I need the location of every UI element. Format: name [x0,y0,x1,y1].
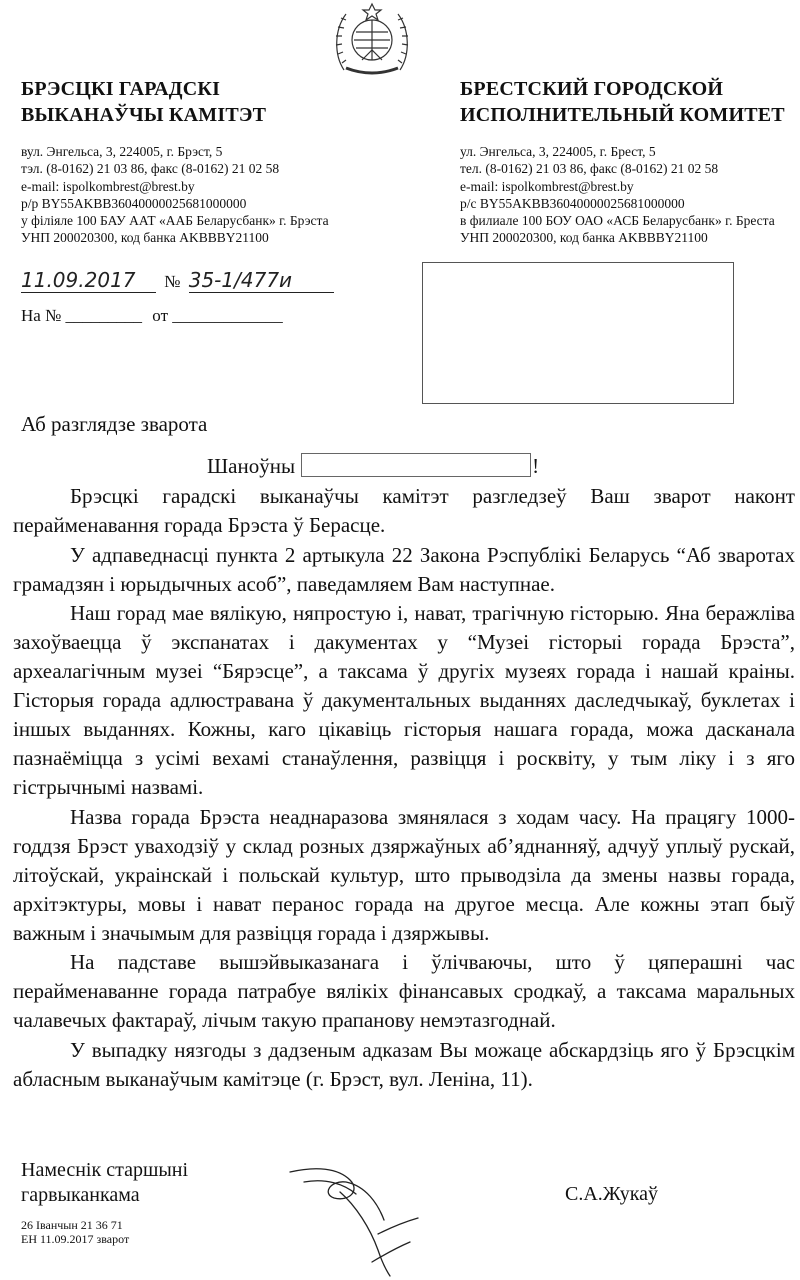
registration-number: 35-1/477и [189,268,334,293]
address-line: р/с BY55AKBB36040000025681000000 [460,195,685,211]
header-left-line2: ВЫКАНАЎЧЫ КАМІТЭТ [21,104,267,126]
address-line: УНП 200020300, код банка AKBBBY21100 [21,230,269,246]
address-left [21,143,329,247]
header-right-line1: БРЕСТСКИЙ ГОРОДСКОЙ [460,78,724,100]
address-line: e-mail: ispolkombrest@brest.by [21,178,195,194]
signer-position [21,1158,188,1208]
greeting-suffix: ! [532,454,540,478]
position-line1: Намеснік старшыні [21,1159,189,1181]
number-label: № [164,272,181,291]
position-line2: гарвыканкама [21,1184,140,1206]
signer-name: С.А.Жукаў [565,1183,659,1205]
address-line: e-mail: ispolkombrest@brest.by [460,178,634,194]
address-line: р/р BY55AKBB36040000025681000000 [21,195,247,211]
from-blank: _____________ [172,306,283,325]
header-right-russian [460,76,785,128]
reference-line [21,306,283,326]
body-paragraph: Назва горада Брэста неаднаразова змянялася з ходам часу. На працягу 1000-годдзя Брэст уваходзіў у склад розных дзяржаўных аб’яднанняў, адчуў уплыў рускай, літоўскай, украінскай і польскай культур, што прыводзіла да змены назвы горада, архітэктуры, мовы і нават перанос горада на другое месца. Але кожны этап быў важным і значымым для развіцця горада і дзяржывы. [13,804,795,945]
address-line: тэл. (8-0162) 21 03 86, факс (8-0162) 21 02 58 [21,161,280,177]
handwritten-signature [286,1158,436,1280]
address-line: тел. (8-0162) 21 03 86, факс (8-0162) 21 02 58 [460,161,719,177]
footer-line2: ЕН 11.09.2017 зварот [21,1232,130,1246]
greeting [207,453,539,479]
footer-executor [21,1218,129,1246]
body-paragraph: Брэсцкі гарадскі выканаўчы камітэт разгледзеў Ваш зварот наконт перайменавання горада Брэста ў Берасце. [13,484,795,537]
footer-line1: 26 Іванчын 21 36 71 [21,1218,123,1232]
address-right [460,143,775,247]
subject-line: Аб разглядзе зварота [21,412,208,436]
body-paragraph: У адпаведнасці пункта 2 артыкула 22 Закона Рэспублікі Беларусь “Аб зваротах грамадзян і юрыдычных асоб”, паведамляем Вам наступнае. [13,542,795,596]
redacted-name-box [301,453,531,477]
body-paragraph: Наш горад мае вялікую, няпростую і, нават, трагічную гісторыю. Яна беражліва захоўваецца ў экспанатах і дакументах у “Музеі гісторыі горада Брэста”, археалагічным музеі “Бярэсце”, а таксама ў другіх музеях горада і нашай краіны. Гісторыя горада адлюстравана ў дакументальных выданнях даследчыкаў, буклетах і іншых выданнях. Кожны, каго цікавіць гісторыя нашага горада, можа дасканала пазнаёміцца з усімі вехамі станаўлення, развіцця і росквіту, у тым ліку і з яго гістрычнымі назвамі. [13,601,795,799]
registration-line [21,268,334,293]
ref-blank: _________ [65,306,143,325]
greeting-prefix: Шаноўны [207,454,296,478]
body-paragraph: На падставе вышэйвыказанага і ўлічваючы, што ў цяперашні час перайменаванне горада патрабуе вялікіх фінансавых сродкаў, а таксама маральных чалавечых фактараў, лічым такую прапанову немэтазгоднай. [13,950,795,1032]
address-line: вул. Энгельса, 3, 224005, г. Брэст, 5 [21,144,223,159]
from-label: от [152,306,169,325]
address-line: ул. Энгельса, 3, 224005, г. Брест, 5 [460,144,656,159]
header-left-belarusian [21,76,266,128]
coat-of-arms-emblem [332,0,412,78]
registration-date: 11.09.2017 [21,268,156,293]
recipient-address-box [422,262,734,404]
header-left-line1: БРЭСЦКІ ГАРАДСКІ [21,78,221,100]
ref-label: На № [21,306,62,325]
address-line: УНП 200020300, код банка AKBBBY21100 [460,230,708,246]
address-line: у філіяле 100 БАУ ААТ «ААБ Беларусбанк» г. Брэста [21,213,329,229]
body-paragraph: У выпадку нязгоды з дадзеным адказам Вы можаце абскардзіць яго ў Брэсцкім абласным выканаўчым камітэце (г. Брэст, вул. Леніна, 11). [13,1037,795,1091]
header-right-line2: ИСПОЛНИТЕЛЬНЫЙ КОМИТЕТ [460,104,785,126]
address-line: в филиале 100 БОУ ОАО «АСБ Беларусбанк» г. Бреста [460,213,775,229]
letter-body [13,482,795,1094]
